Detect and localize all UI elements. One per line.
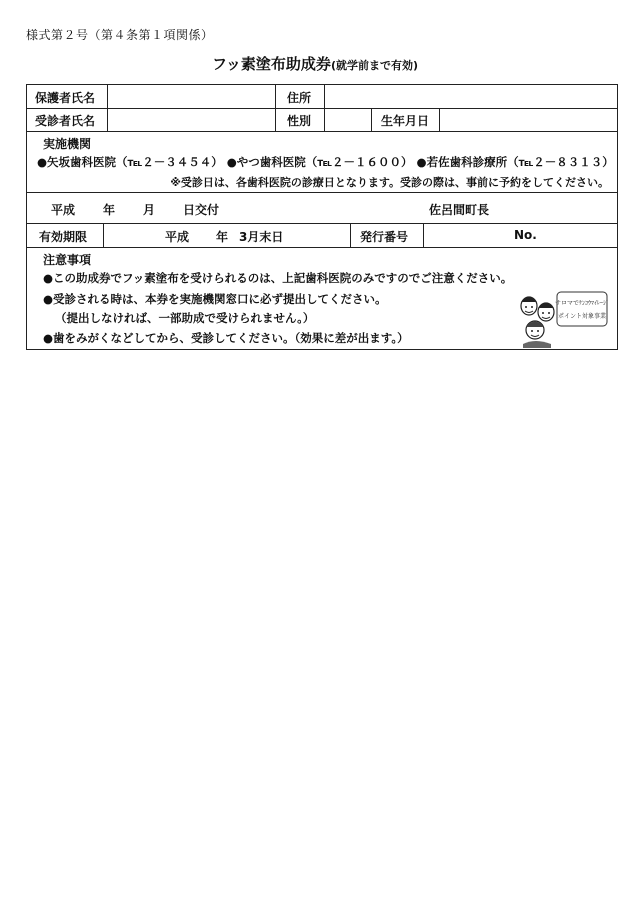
- issue-era: 平成: [51, 203, 76, 217]
- col-divider: [103, 223, 104, 247]
- title-main: フッ素塗布助成券: [211, 55, 331, 73]
- col-divider: [423, 223, 424, 247]
- col-divider: [324, 85, 325, 131]
- validity-label: 有効期限: [39, 230, 88, 244]
- document-title: [0, 53, 630, 74]
- row-divider: [27, 223, 617, 224]
- validity-end: 3月末日: [239, 230, 284, 244]
- mascot-icon: [517, 288, 609, 348]
- notes-heading: 注意事項: [43, 253, 92, 267]
- address-label: 住所: [287, 91, 312, 105]
- col-divider: [275, 85, 276, 131]
- issue-month: 月: [143, 203, 156, 217]
- subsidy-ticket-form: [26, 84, 618, 350]
- note-item-1: ●この助成券でフッ素塗布を受けられるのは、上記歯科医院のみですのでご注意ください。: [43, 271, 513, 285]
- sex-label: 性別: [287, 114, 312, 128]
- col-divider: [350, 223, 351, 247]
- issue-number-value: No.: [514, 228, 537, 242]
- patient-name-label: 受診者氏名: [35, 114, 96, 128]
- issue-day: 日交付: [183, 203, 220, 217]
- note-item-2: ●受診される時は、本券を実施機関窓口に必ず提出してください。: [43, 292, 387, 306]
- appointment-note: ※受診日は、各歯科医院の診療日となります。受診の際は、事前に予約をしてください。: [170, 176, 609, 189]
- issue-year: 年: [103, 203, 116, 217]
- col-divider: [107, 85, 108, 131]
- issue-number-label: 発行番号: [360, 230, 409, 244]
- title-note: (就学前まで有効): [330, 59, 418, 72]
- clinic-list: ●矢坂歯科医院（℡２－３４５４） ●やつ歯科医院（℡２－１６００） ●若佐歯科診療所（℡２－８３１３）: [37, 155, 614, 169]
- note-item-4: ●歯をみがくなどしてから、受診してください。（効果に差が出ます。）: [43, 331, 409, 345]
- institutions-heading: 実施機関: [43, 137, 92, 151]
- guardian-name-label: 保護者氏名: [35, 91, 96, 105]
- form-number-label: 様式第２号（第４条第１項関係）: [26, 28, 214, 42]
- note-item-3: （提出しなければ、一部助成で受けられません。）: [55, 311, 315, 325]
- validity-year: 年: [216, 230, 229, 244]
- row-divider: [27, 247, 617, 248]
- mascot-illustration: [517, 288, 609, 348]
- row-divider: [27, 192, 617, 193]
- row-divider: [27, 108, 617, 109]
- mascot-badge-line2: ポイント対象事業: [557, 313, 607, 320]
- col-divider: [371, 108, 372, 131]
- validity-era: 平成: [165, 230, 190, 244]
- issuer-name: 佐呂間町長: [429, 203, 490, 217]
- birthdate-label: 生年月日: [381, 114, 430, 128]
- row-divider: [27, 131, 617, 132]
- col-divider: [439, 108, 440, 131]
- mascot-badge-line1: サロマでｹﾝｺｳﾏｲﾚｰｼﾞ: [554, 300, 609, 307]
